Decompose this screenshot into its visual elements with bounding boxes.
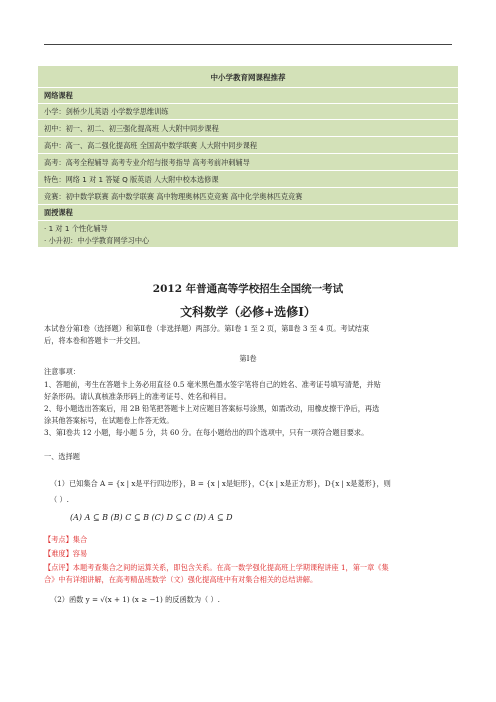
point-label: 【考点】集合	[44, 535, 88, 544]
promo-box	[38, 66, 458, 247]
comment-text: 合》中有详细讲解，在高考精品班数学（文）强化提高班中有对集合相关的总结讲解。	[44, 575, 318, 584]
divider	[38, 170, 458, 171]
divider	[38, 220, 458, 221]
promo-link-senior[interactable]: 高中：高一、高二强化提高班 全国高中数学联赛 人大附中同步课程	[44, 141, 258, 150]
divider	[38, 187, 458, 188]
question-2: （2）函数 y = √(x + 1) (x ≥ −1) 的反函数为（ ）.	[50, 595, 220, 604]
notice-item: 2、每小题选出答案后，用 2B 铅笔把答题卡上对应题目答案标号涂黑，如需改动，用橡皮擦干净后，再选	[44, 404, 380, 413]
promo-link-contest[interactable]: 竞赛：初中数学联赛 高中数学联赛 高中物理奥林匹克竞赛 高中化学奥林匹克竞赛	[44, 192, 303, 201]
difficulty-label: 【难度】容易	[44, 549, 88, 558]
question-1-options: (A) A ⊆ B (B) C ⊆ B (C) D ⊆ C (D) A ⊆ D	[70, 513, 233, 522]
divider	[38, 153, 458, 154]
question-1: （1）已知集合 A = {x | x是平行四边形}，B = {x | x是矩形}，C{x | x是正方形}，D{x | x是菱形}，则	[50, 479, 391, 488]
promo-section-heading: 面授课程	[44, 208, 73, 217]
promo-link-gaokao[interactable]: 高考：高考全程辅导 高考专业介绍与报考指导 高考考前冲刺辅导	[44, 158, 250, 167]
intro-text: 本试卷分第Ⅰ卷（选择题）和第Ⅱ卷（非选择题）两部分。第Ⅰ卷 1 至 2 页，第Ⅱ卷 3 至 4 页。考试结束	[44, 324, 370, 333]
question-1-bracket: （ ）.	[50, 495, 69, 504]
comment-text: 【点评】本题考查集合之间的运算关系，即包含关系。在高一数学强化提高班上学期课程讲座 1，第一章《集	[44, 563, 389, 572]
promo-link-learning-center[interactable]: · 小升初：中小学教育网学习中心	[44, 236, 150, 245]
part-heading: 第Ⅰ卷	[239, 354, 257, 363]
divider	[38, 136, 458, 137]
exam-title: 2012 年普通高等学校招生全国统一考试	[152, 283, 344, 295]
intro-text: 后，将本卷和答题卡一并交回。	[44, 336, 145, 345]
promo-link-primary[interactable]: 小学：剑桥少儿英语 小学数学思维训练	[44, 107, 169, 116]
notice-item: 1、答题前，考生在答题卡上务必用直径 0.5 毫米黑色墨水签字笔将自己的姓名、准考证号填写清楚，并贴	[44, 380, 381, 389]
promo-section-heading: 网络课程	[44, 91, 73, 100]
divider	[38, 87, 458, 88]
divider	[38, 103, 458, 104]
promo-link-junior[interactable]: 初中：初一、初二、初三强化提高班 人大附中同步课程	[44, 124, 219, 133]
header-rule	[44, 44, 452, 45]
exam-subtitle: 文科数学（必修+选修Ⅰ）	[180, 305, 316, 319]
promo-link-special[interactable]: 特色：网络 1 对 1 答疑 Q 版英语 人大附中校本选修课	[44, 175, 219, 184]
promo-link-one-on-one[interactable]: · 1 对 1 个性化辅导	[44, 224, 108, 233]
section-heading: 一、选择题	[44, 452, 80, 461]
notice-title: 注意事项：	[44, 367, 80, 376]
notice-item: 涂其他答案标号，在试题卷上作答无效。	[44, 416, 174, 425]
notice-item: 3、第Ⅰ卷共 12 小题，每小题 5 分，共 60 分。在每小题给出的四个选项中，只有一项符合题目要求。	[44, 428, 369, 437]
divider	[38, 204, 458, 205]
notice-item: 好条形码。请认真核准条形码上的准考证号、姓名和科目。	[44, 392, 231, 401]
promo-title: 中小学教育网课程推荐	[210, 73, 286, 82]
divider	[38, 119, 458, 120]
